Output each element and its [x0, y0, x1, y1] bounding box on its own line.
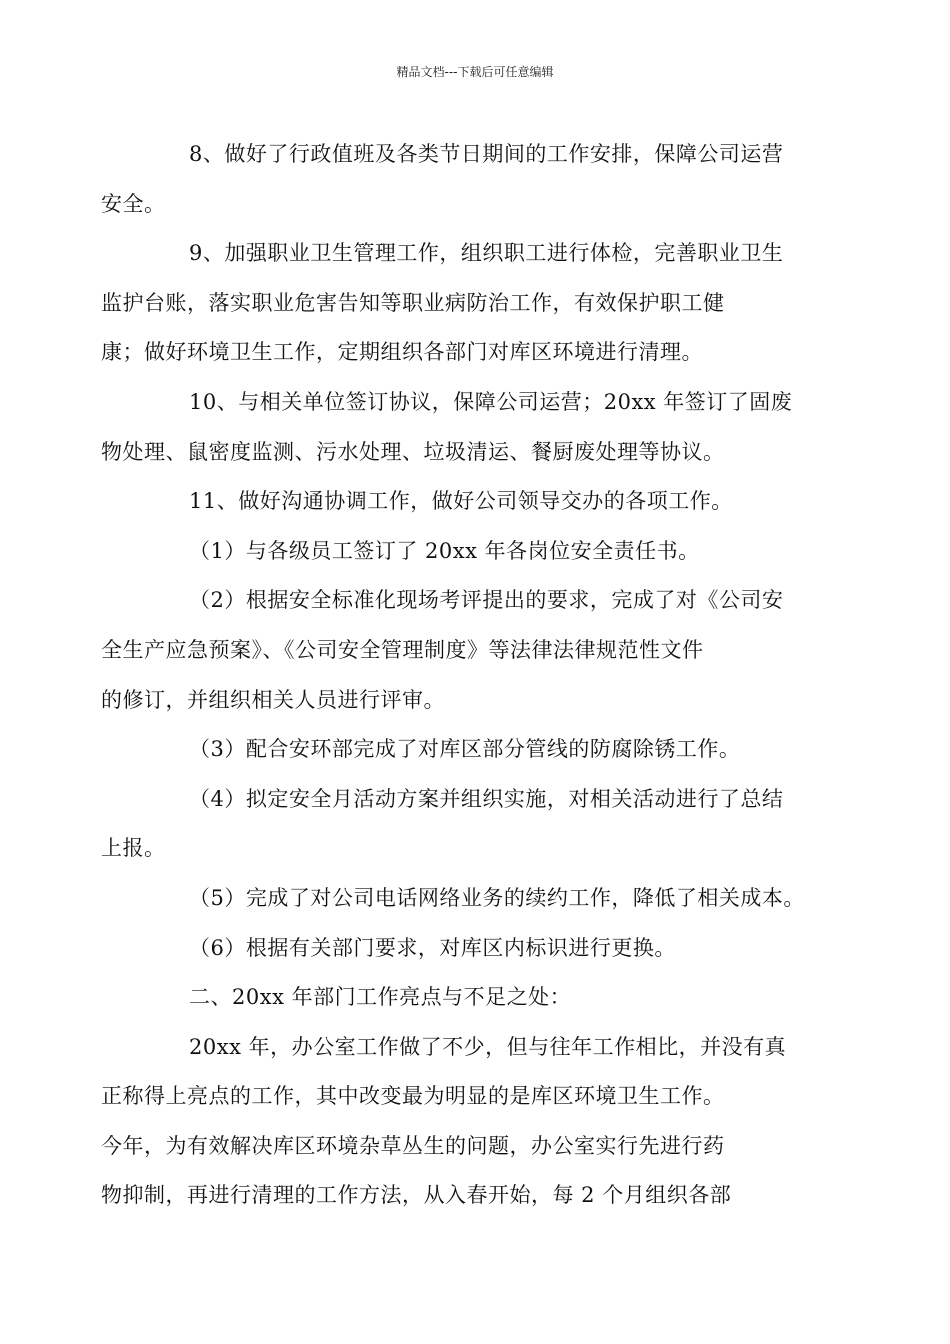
text-line: 上报。: [101, 836, 166, 861]
text-line: （2）根据安全标准化现场考评提出的要求，完成了对《公司安: [189, 588, 784, 613]
text-line: 安全。: [101, 191, 166, 216]
paragraph-item-11: [145, 477, 815, 527]
text-line: 10、与相关单位签订协议，保障公司运营；20xx 年签订了固废: [189, 389, 793, 414]
paragraph-sub-2: [101, 576, 815, 725]
text-line: 20xx 年，办公室工作做了不少，但与往年工作相比，并没有真: [189, 1034, 787, 1059]
text-line: 物抑制，再进行清理的工作方法，从入春开始，每 2 个月组织各部: [101, 1183, 732, 1208]
paragraph-sub-6: [145, 924, 815, 974]
text-line: 康；做好环境卫生工作，定期组织各部门对库区环境进行清理。: [101, 340, 703, 365]
section-heading: [145, 973, 815, 1023]
text-line: （3）配合安环部完成了对库区部分管线的防腐除锈工作。: [189, 737, 741, 762]
paragraph-summary: [101, 1023, 815, 1221]
paragraph-sub-1: [145, 527, 815, 577]
text-line: （5）完成了对公司电话网络业务的续约工作，降低了相关成本。: [189, 885, 805, 910]
text-line: 8、做好了行政值班及各类节日期间的工作安排，保障公司运营: [189, 142, 784, 166]
text-line: （1）与各级员工签订了 20xx 年各岗位安全责任书。: [189, 538, 700, 563]
paragraph-sub-4: [101, 775, 815, 874]
text-line: 的修订，并组织相关人员进行评审。: [101, 687, 445, 712]
text-line: （6）根据有关部门要求，对库区内标识进行更换。: [189, 935, 676, 960]
page-header: 精品文档---下载后可任意编辑: [396, 65, 554, 79]
text-line: 今年，为有效解决库区环境杂草丛生的问题，办公室实行先进行药: [101, 1133, 725, 1158]
text-line: 全生产应急预案》、《公司安全管理制度》等法律法律规范性文件: [101, 637, 704, 662]
text-line: 9、加强职业卫生管理工作，组织职工进行体检，完善职业卫生: [189, 241, 784, 266]
paragraph-sub-3: [145, 725, 815, 775]
text-line: 物处理、鼠密度监测、污水处理、垃圾清运、餐厨废处理等协议。: [101, 439, 725, 464]
text-line: 11、做好沟通协调工作，做好公司领导交办的各项工作。: [189, 489, 733, 514]
text-line: 监护台账，落实职业危害告知等职业病防治工作，有效保护职工健: [101, 290, 725, 315]
document-body: [101, 130, 815, 1221]
paragraph-item-8: [101, 130, 815, 229]
text-line: 正称得上亮点的工作，其中改变最为明显的是库区环境卫生工作。: [101, 1084, 725, 1109]
text-line: 二、20xx 年部门工作亮点与不足之处：: [189, 985, 572, 1010]
text-line: （4）拟定安全月活动方案并组织实施，对相关活动进行了总结: [189, 786, 784, 811]
paragraph-item-10: [101, 378, 815, 477]
paragraph-sub-5: [145, 874, 815, 924]
paragraph-item-9: [101, 229, 815, 378]
